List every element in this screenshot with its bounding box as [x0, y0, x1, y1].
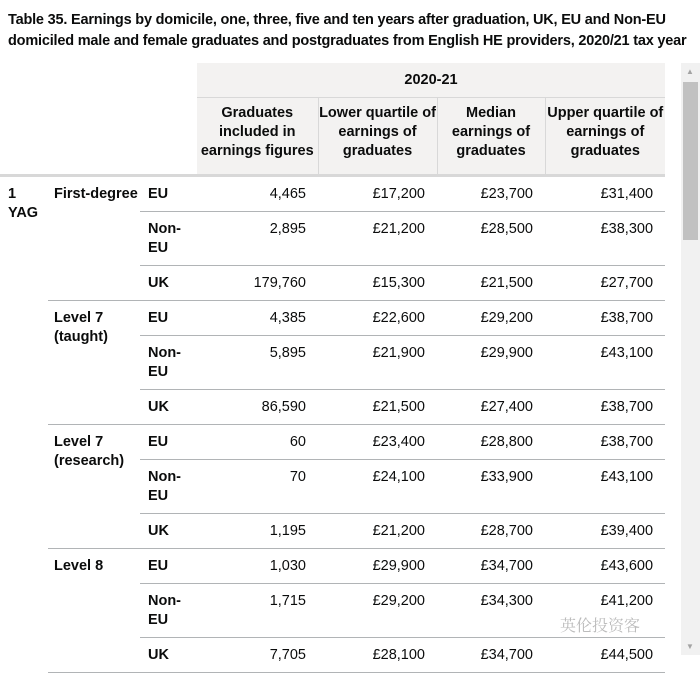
- cell-graduates: 86,590: [197, 390, 318, 425]
- cell-lower-quartile: £21,200: [318, 212, 437, 266]
- domicile-label: [140, 301, 197, 336]
- cell-upper-quartile: £31,400: [545, 176, 665, 212]
- earnings-table: [0, 63, 665, 673]
- domicile-label: [140, 425, 197, 460]
- domicile-text: EU: [148, 558, 169, 574]
- domicile-label: [140, 549, 197, 584]
- level-label: Level 8: [48, 549, 140, 673]
- domicile-text: EU: [148, 434, 169, 450]
- header-blank: [0, 63, 197, 98]
- cell-graduates: 4,385: [197, 301, 318, 336]
- yag-label: 1 YAG: [8, 186, 39, 221]
- cell-median: £34,300: [437, 584, 545, 638]
- cell-graduates: 179,760: [197, 266, 318, 301]
- cell-lower-quartile: £22,600: [318, 301, 437, 336]
- scroll-up-arrow-icon[interactable]: ▲: [686, 67, 694, 76]
- domicile-text: Non-EU: [148, 469, 182, 504]
- cell-median: £34,700: [437, 638, 545, 673]
- cell-median: £23,700: [437, 176, 545, 212]
- cell-lower-quartile: £29,900: [318, 549, 437, 584]
- scrollbar-thumb[interactable]: [683, 82, 698, 240]
- cell-upper-quartile: £38,300: [545, 212, 665, 266]
- cell-upper-quartile: £27,700: [545, 266, 665, 301]
- vertical-scrollbar[interactable]: [681, 63, 700, 655]
- cell-lower-quartile: £21,200: [318, 514, 437, 549]
- cell-graduates: 1,030: [197, 549, 318, 584]
- col-header-lower-quartile: Lower quartile of earnings of graduates: [318, 98, 437, 176]
- cell-graduates: 2,895: [197, 212, 318, 266]
- earnings-table-container: [0, 63, 665, 673]
- cell-median: £28,500: [437, 212, 545, 266]
- cell-median: £29,200: [437, 301, 545, 336]
- domicile-text: UK: [148, 399, 169, 415]
- cell-median: £27,400: [437, 390, 545, 425]
- cell-lower-quartile: £21,500: [318, 390, 437, 425]
- domicile-label: [140, 336, 197, 390]
- domicile-text: Non-EU: [148, 345, 182, 380]
- table-row: [0, 549, 665, 584]
- cell-median: £29,900: [437, 336, 545, 390]
- domicile-text: UK: [148, 523, 169, 539]
- scroll-down-arrow-icon[interactable]: ▼: [686, 642, 694, 651]
- domicile-text: UK: [148, 647, 169, 663]
- domicile-text: EU: [148, 310, 169, 326]
- cell-median: £21,500: [437, 266, 545, 301]
- cell-median: £33,900: [437, 460, 545, 514]
- cell-upper-quartile: £43,100: [545, 336, 665, 390]
- table-row: [0, 425, 665, 460]
- domicile-label: [140, 390, 197, 425]
- domicile-text: UK: [148, 275, 169, 291]
- cell-lower-quartile: £21,900: [318, 336, 437, 390]
- table-row: [0, 176, 665, 212]
- cell-graduates: 60: [197, 425, 318, 460]
- cell-upper-quartile: £43,100: [545, 460, 665, 514]
- watermark: 英伦投资客: [560, 618, 641, 635]
- table-row: [0, 301, 665, 336]
- cell-graduates: 5,895: [197, 336, 318, 390]
- cell-lower-quartile: £23,400: [318, 425, 437, 460]
- cell-lower-quartile: £28,100: [318, 638, 437, 673]
- cell-median: £28,800: [437, 425, 545, 460]
- cell-lower-quartile: £15,300: [318, 266, 437, 301]
- header-blank-2: [0, 98, 197, 176]
- cell-graduates: 7,705: [197, 638, 318, 673]
- level-label: First-degree: [48, 176, 140, 301]
- domicile-text: EU: [148, 186, 169, 202]
- domicile-label: [140, 460, 197, 514]
- cell-upper-quartile: £38,700: [545, 390, 665, 425]
- cell-lower-quartile: £24,100: [318, 460, 437, 514]
- cell-median: £34,700: [437, 549, 545, 584]
- cell-graduates: 1,715: [197, 584, 318, 638]
- cell-upper-quartile: £38,700: [545, 425, 665, 460]
- domicile-text: Non-EU: [148, 221, 182, 256]
- domicile-label: [140, 514, 197, 549]
- cell-upper-quartile: £39,400: [545, 514, 665, 549]
- cell-lower-quartile: £17,200: [318, 176, 437, 212]
- cell-upper-quartile: £38,700: [545, 301, 665, 336]
- cell-upper-quartile: £41,200: [545, 584, 665, 638]
- cell-upper-quartile: £44,500: [545, 638, 665, 673]
- domicile-label: [140, 584, 197, 638]
- cell-graduates: 1,195: [197, 514, 318, 549]
- level-label: Level 7 (taught): [48, 301, 140, 425]
- domicile-label: [140, 212, 197, 266]
- level-label: Level 7 (research): [48, 425, 140, 549]
- table-title: Table 35. Earnings by domicile, one, three, five and ten years after graduation, UK, EU and Non-EU domiciled male and female graduates and postgraduates from English HE providers, 2020/21 tax year: [8, 12, 687, 49]
- year-header: 2020-21: [197, 63, 665, 98]
- domicile-label: [140, 176, 197, 212]
- col-header-upper-quartile: Upper quartile of earnings of graduates: [545, 98, 665, 176]
- cell-lower-quartile: £29,200: [318, 584, 437, 638]
- domicile-label: [140, 266, 197, 301]
- domicile-label: [140, 638, 197, 673]
- cell-graduates: 4,465: [197, 176, 318, 212]
- cell-graduates: 70: [197, 460, 318, 514]
- col-header-graduates: Graduates included in earnings figures: [197, 98, 318, 176]
- cell-upper-quartile: £43,600: [545, 549, 665, 584]
- cell-median: £28,700: [437, 514, 545, 549]
- col-header-median: Median earnings of graduates: [437, 98, 545, 176]
- domicile-text: Non-EU: [148, 593, 182, 628]
